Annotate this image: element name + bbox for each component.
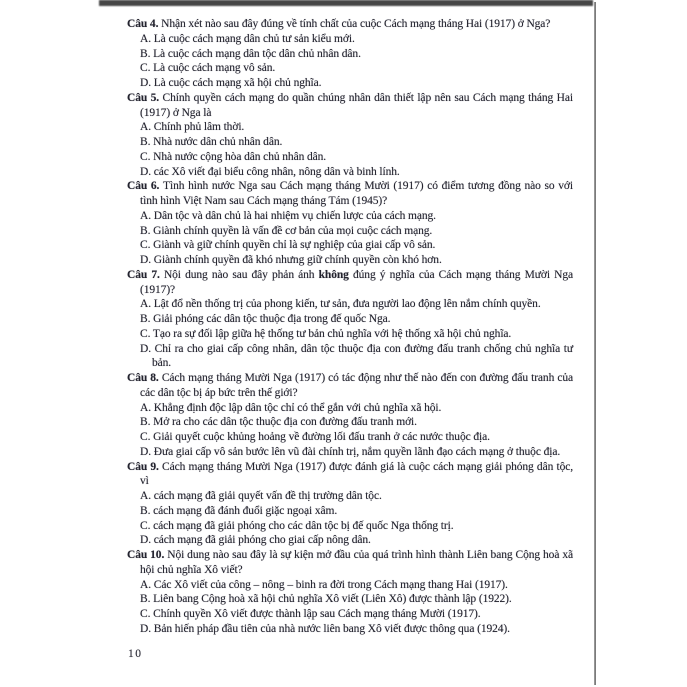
question-8-label: Câu 8.	[127, 372, 162, 384]
question-8-prompt: Câu 8. Cách mạng tháng Mười Nga (1917) có tác động như thế nào đến con đường đấu tranh của các dân tộc bị áp bức trên thế giới?	[127, 372, 573, 399]
question-7-prompt: Câu 7. Nội dung nào sau đây phản ánh không đúng ý nghĩa của Cách mạng tháng Mười Nga (1917)?	[127, 268, 573, 296]
question-5-option-D: D. các Xô viết đại biểu công nhân, nông dân và binh lính.	[140, 165, 400, 178]
question-10-option-C: C. Chính quyền Xô viết được thành lập sau Cách mạng tháng Mười (1917).	[140, 608, 481, 620]
question-10-option-B: B. Liên bang Cộng hoà xã hội chủ nghĩa Xô viết (Liên Xô) được thành lập (1922).	[140, 593, 512, 606]
page-top-edge-shadow	[99, 0, 593, 6]
question-4-option-D: D. Là cuộc cách mạng xã hội chủ nghĩa.	[140, 77, 322, 89]
question-10-prompt: Câu 10. Nội dung nào sau đây là sự kiện mở đầu của quá trình hình thành Liên bang Cộng hoà xã hội chủ nghĩa Xô viết?	[127, 549, 573, 576]
question-4-option-A: A. Là cuộc cách mạng dân chủ tư sản kiểu mới.	[140, 32, 355, 45]
question-10	[127, 548, 573, 637]
question-7-option-C: C. Tạo ra sự đối lập giữa hệ thống tư bản chủ nghĩa với hệ thống xã hội chủ nghĩa.	[140, 327, 512, 340]
question-7-option-D: D. Chỉ ra cho giai cấp công nhân, dân tộc thuộc địa con đường đấu tranh chống chủ nghĩa tư bản.	[140, 342, 573, 370]
question-9-option-A: A. cách mạng đã giải quyết vấn đề thị trường dân tộc.	[140, 490, 382, 502]
question-4-prompt: Câu 4. Nhận xét nào sau đây đúng về tính chất của cuộc Cách mạng tháng Hai (1917) ở Nga?	[127, 18, 551, 30]
question-6	[127, 179, 573, 268]
question-6-option-C: C. Giành và giữ chính quyền chỉ là sự nghiệp của giai cấp vô sản.	[140, 239, 436, 252]
question-6-label: Câu 6.	[127, 180, 164, 193]
question-5-option-A: A. Chính phủ lâm thời.	[140, 121, 245, 134]
question-9-label: Câu 9.	[127, 460, 163, 473]
question-10-option-A: A. Các Xô viết của công – nông – binh ra đời trong Cách mạng thang Hai (1917).	[140, 578, 508, 591]
question-8-option-B: B. Mở ra cho các dân tộc thuộc địa con đường đấu tranh mới.	[140, 416, 417, 429]
question-9-option-C: C. cách mạng đã giải phóng cho các dân tộc bị đế quốc Nga thống trị.	[140, 519, 454, 532]
question-7-option-B: B. Giải phóng các dân tộc thuộc địa trong đế quốc Nga.	[140, 313, 391, 325]
question-7-label: Câu 7.	[127, 268, 164, 281]
question-4	[127, 17, 573, 91]
page-number: 10	[128, 648, 143, 660]
question-4-option-C: C. Là cuộc cách mạng vô sản.	[140, 62, 276, 75]
question-8-option-A: A. Khẳng định độc lập dân tộc chỉ có thể gắn với chủ nghĩa xã hội.	[140, 401, 442, 414]
question-5-prompt: Câu 5. Chính quyền cách mạng do quần chúng nhân dân thiết lập nên sau Cách mạng tháng Hai (1917) ở Nga là	[127, 91, 573, 119]
question-7-option-A: A. Lật đổ nền thống trị của phong kiến, tư sản, đưa người lao động lên nắm chính quyền.	[140, 298, 541, 311]
question-5-option-B: B. Nhà nước dân chủ nhân dân.	[140, 136, 283, 148]
question-6-option-B: B. Giành chính quyền là vấn đề cơ bản của mọi cuộc cách mạng.	[140, 224, 433, 237]
question-8	[127, 371, 573, 460]
question-9-option-B: B. cách mạng đã đánh đuổi giặc ngoại xâm.	[140, 504, 338, 517]
question-5	[127, 91, 573, 180]
question-7	[127, 268, 573, 371]
questions-list	[127, 17, 573, 637]
question-9	[127, 460, 573, 549]
question-9-option-D: D. cách mạng đã giải phóng cho giai cấp nông dân.	[140, 534, 371, 547]
question-8-option-C: C. Giải quyết cuộc khủng hoảng về đường lối đấu tranh ở các nước thuộc địa.	[140, 431, 490, 443]
question-10-label: Câu 10.	[127, 549, 168, 561]
question-6-prompt: Câu 6. Tình hình nước Nga sau Cách mạng tháng Mười (1917) có điểm tương đồng nào so với tình hình Việt Nam sau Cách mạng tháng Tám (1945)?	[127, 180, 573, 207]
question-4-option-B: B. Là cuộc cách mạng dân tộc dân chủ nhân dân.	[140, 47, 361, 60]
question-5-label: Câu 5.	[127, 91, 163, 104]
question-4-label: Câu 4.	[127, 18, 162, 30]
question-6-option-A: A. Dân tộc và dân chủ là hai nhiệm vụ chiến lược của cách mạng.	[140, 209, 436, 222]
question-8-option-D: D. Đưa giai cấp vô sản bước lên vũ đài chính trị, nắm quyền lãnh đạo cách mạng ở thuộc địa.	[140, 445, 561, 458]
page-right-edge-line	[594, 2, 596, 685]
question-6-option-D: D. Giành chính quyền đã khó nhưng giữ chính quyền còn khó hơn.	[140, 254, 442, 266]
question-5-option-C: C. Nhà nước cộng hòa dân chủ nhân dân.	[140, 150, 327, 163]
question-9-prompt: Câu 9. Cách mạng tháng Mười Nga (1917) được đánh giá là cuộc cách mạng giải phóng dân tộc, vì	[127, 460, 573, 488]
question-10-option-D: D. Bản hiến pháp đầu tiên của nhà nước liên bang Xô viết được thông qua (1924).	[140, 622, 510, 635]
